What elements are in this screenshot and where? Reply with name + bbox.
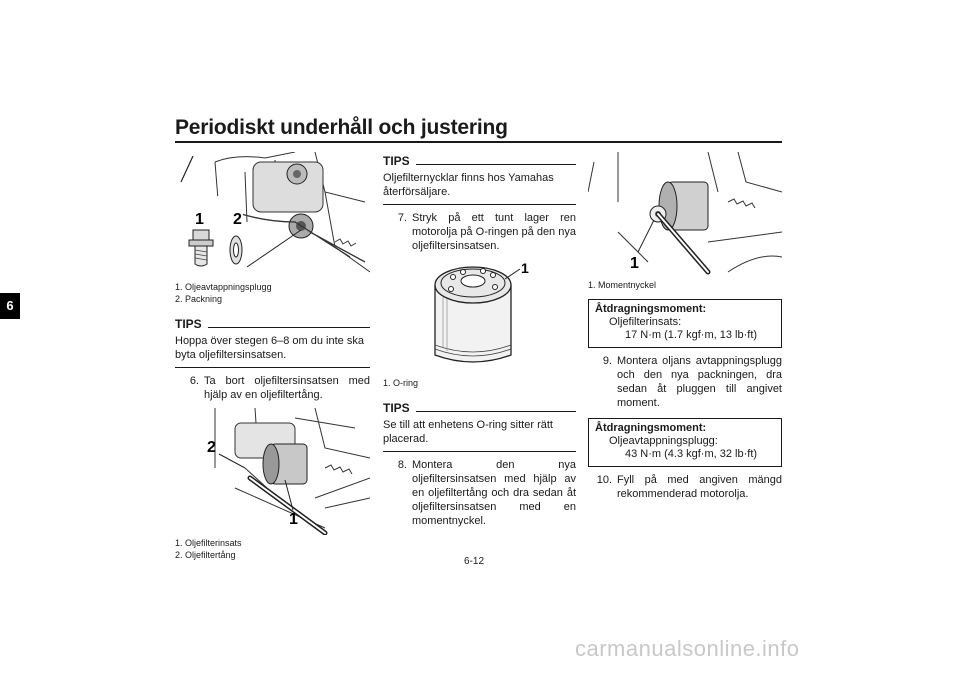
figure-caption: 1. Momentnyckel <box>588 280 657 290</box>
tips-header: TIPS <box>383 401 576 415</box>
figure-drain-plug <box>175 152 370 279</box>
torque-item: Oljeavtappningsplugg: <box>609 435 718 447</box>
figure-filter-wrench <box>175 408 370 535</box>
tips-header: TIPS <box>175 317 370 331</box>
page-title: Periodiskt underhåll och justering <box>175 116 508 139</box>
figure-caption: 2. Oljefiltertång <box>175 550 236 560</box>
figure-caption: 1. O-ring <box>383 378 419 388</box>
column-2 <box>383 152 576 528</box>
column-3 <box>588 152 782 501</box>
figure-caption: 1. Oljeavtappningsplugg <box>175 282 272 292</box>
figure-caption: 1. Oljefilterinsats <box>175 538 242 548</box>
figure-torque-wrench <box>588 152 782 277</box>
step-7: 7. Stryk på ett tunt lager ren motorolja på O-ringen på den nya oljefiltersinsatsen. <box>397 212 576 252</box>
step-10: 10. Fyll på med angiven mängd rekommenderad motorolja. <box>596 474 782 500</box>
tips-text: Se till att enhetens O-ring sitter rätt placerad. <box>383 415 576 452</box>
watermark: carmanualsonline.info <box>575 636 800 661</box>
callout-1: 1 <box>521 260 529 276</box>
figure-caption: 2. Packning <box>175 294 223 304</box>
column-1 <box>175 152 370 561</box>
tips-text: Hoppa över stegen 6–8 om du inte ska byta oljefiltersinsatsen. <box>175 331 370 368</box>
tips-header: TIPS <box>383 154 576 168</box>
torque-item: Oljefilterinsats: <box>609 316 682 328</box>
step-8: 8. Montera den nya oljefiltersinsatsen med hjälp av en oljefiltertång och dra sedan åt oljefiltersinsatsen med en momentnyckel. <box>397 459 576 527</box>
torque-value: 43 N·m (4.3 kgf·m, 32 lb·ft) <box>625 448 758 460</box>
page-number: 6-12 <box>464 556 485 567</box>
torque-value: 17 N·m (1.7 kgf·m, 13 lb·ft) <box>625 329 758 341</box>
torque-heading: Åtdragningsmoment: <box>595 303 707 315</box>
callout-1: 1 <box>289 511 298 528</box>
torque-spec-box <box>588 418 782 467</box>
callout-2: 2 <box>233 211 242 228</box>
title-rule <box>175 141 782 143</box>
callout-1: 1 <box>630 255 639 272</box>
torque-heading: Åtdragningsmoment: <box>595 422 707 434</box>
torque-spec-box <box>588 299 782 348</box>
step-9: 9. Montera oljans avtappningsplugg och den nya packningen, dra sedan åt pluggen till angivet moment. <box>602 355 782 409</box>
tips-text: Oljefilternycklar finns hos Yamahas återförsäljare. <box>383 168 576 205</box>
step-6: 6. Ta bort oljefiltersinsatsen med hjälp av en oljefiltertång. <box>189 375 370 401</box>
chapter-tab: 6 <box>0 293 20 319</box>
figure-oil-filter <box>383 257 576 375</box>
callout-2: 2 <box>207 439 216 456</box>
callout-1: 1 <box>195 211 204 228</box>
